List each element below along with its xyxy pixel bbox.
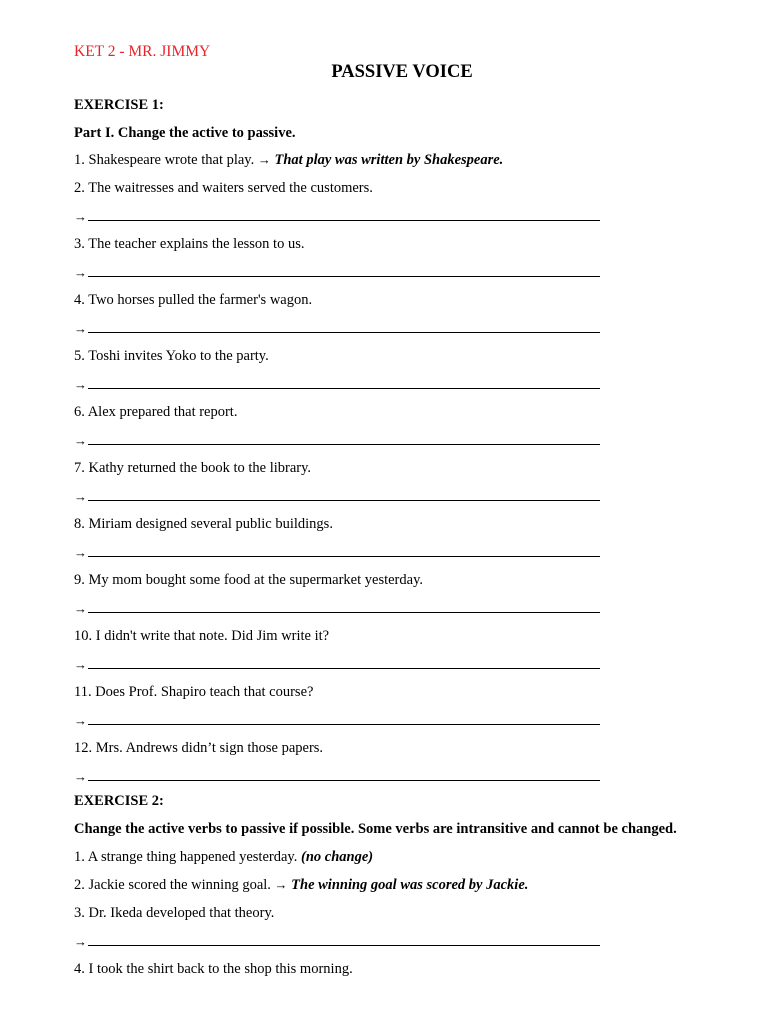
question-item: 11. Does Prof. Shapiro teach that course? [74,684,314,700]
page-title: PASSIVE VOICE [331,62,473,82]
question-item: 4. Two horses pulled the farmer's wagon. [74,292,313,308]
answer-line[interactable] [74,655,600,674]
answer-blank[interactable] [88,711,600,725]
answer-line[interactable] [74,319,600,338]
exercise2-heading: EXERCISE 2: [74,793,164,809]
answer-blank[interactable] [88,207,600,221]
exercise1-instruction: Part I. Change the active to passive. [74,125,296,141]
question-item: 10. I didn't write that note. Did Jim write it? [74,628,330,644]
question-item: 3. The teacher explains the lesson to us. [74,236,305,252]
exercise2-example-2 [74,876,528,894]
answer-line[interactable] [74,711,600,730]
answer-line[interactable] [74,543,600,562]
arrow-icon: → [74,545,87,560]
arrow-icon: → [74,209,87,224]
answer-blank[interactable] [88,375,600,389]
question-item: 9. My mom bought some food at the supermarket yesterday. [74,572,423,588]
answer-line[interactable] [74,431,600,450]
answer-blank[interactable] [88,655,600,669]
answer-blank[interactable] [88,767,600,781]
arrow-icon: → [74,321,87,336]
arrow-icon: → [257,152,271,167]
answer-blank[interactable] [88,319,600,333]
question-item: 5. Toshi invites Yoko to the party. [74,348,269,364]
arrow-icon: → [74,934,87,949]
exercise2-trailing-item: 4. I took the shirt back to the shop this morning. [74,961,353,977]
arrow-icon: → [274,877,288,892]
exercise2-instruction: Change the active verbs to passive if possible. Some verbs are intransitive and cannot be changed. [74,821,677,837]
answer-line[interactable] [74,932,600,951]
example-sentence: 1. Shakespeare wrote that play. [74,152,255,168]
example-sentence: 1. A strange thing happened yesterday. [74,849,298,865]
answer-blank[interactable] [88,543,600,557]
example-answer: That play was written by Shakespeare. [274,152,504,168]
exercise2-example-1 [74,848,373,866]
answer-line[interactable] [74,263,600,282]
answer-blank[interactable] [88,932,600,946]
arrow-icon: → [74,265,87,280]
example-answer: The winning goal was scored by Jackie. [291,877,529,893]
question-item: 8. Miriam designed several public buildings. [74,516,333,532]
arrow-icon: → [74,713,87,728]
question-item: 2. The waitresses and waiters served the customers. [74,180,373,196]
question-item: 7. Kathy returned the book to the library. [74,460,312,476]
answer-blank[interactable] [88,599,600,613]
arrow-icon: → [74,377,87,392]
exercise1-example [74,151,503,169]
answer-line[interactable] [74,207,600,226]
arrow-icon: → [74,433,87,448]
example-sentence: 2. Jackie scored the winning goal. [74,877,271,893]
answer-line[interactable] [74,487,600,506]
answer-blank[interactable] [88,431,600,445]
question-item: 12. Mrs. Andrews didn’t sign those papers. [74,740,324,756]
arrow-icon: → [74,769,87,784]
arrow-icon: → [74,657,87,672]
question-item: 3. Dr. Ikeda developed that theory. [74,905,275,921]
question-item: 6. Alex prepared that report. [74,404,238,420]
exercise1-heading: EXERCISE 1: [74,97,164,113]
header-tag: KET 2 - MR. JIMMY [74,43,211,60]
answer-line[interactable] [74,767,600,786]
answer-blank[interactable] [88,263,600,277]
example-answer: (no change) [300,849,374,865]
arrow-icon: → [74,601,87,616]
answer-line[interactable] [74,599,600,618]
answer-line[interactable] [74,375,600,394]
arrow-icon: → [74,489,87,504]
answer-blank[interactable] [88,487,600,501]
